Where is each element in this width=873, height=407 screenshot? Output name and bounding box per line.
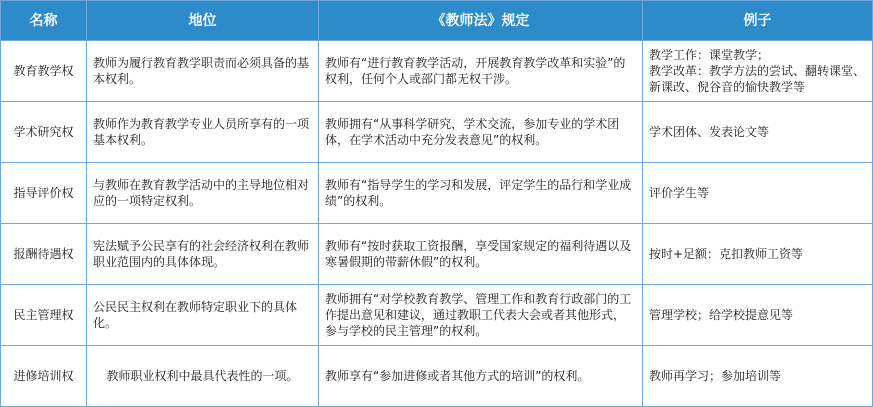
header-law: 《教师法》规定 — [319, 1, 643, 41]
header-status: 地位 — [87, 1, 319, 41]
header-name: 名称 — [1, 1, 87, 41]
table-row — [1, 41, 873, 102]
table-row — [1, 224, 873, 285]
right-law: 教师有“按时获取工资报酬，享受国家规定的福利待遇以及寒暑假期的带薪休假”的权利。 — [319, 224, 643, 285]
right-example: 学术团体、发表论文等 — [643, 102, 873, 163]
table-row — [1, 285, 873, 346]
right-name: 学术研究权 — [1, 102, 87, 163]
right-status: 教师职业权利中最具代表性的一项。 — [87, 346, 319, 407]
right-example: 评价学生等 — [643, 163, 873, 224]
table-row — [1, 163, 873, 224]
right-status: 宪法赋予公民享有的社会经济权利在教师职业范围内的具体体现。 — [87, 224, 319, 285]
right-status: 公民民主权利在教师特定职业下的具体化。 — [87, 285, 319, 346]
example-line: 教学改革：教学方法的尝试、翻转课堂、新课改、倪谷音的愉快教学等 — [649, 64, 866, 94]
header-example: 例子 — [643, 1, 873, 41]
right-example — [643, 41, 873, 102]
example-line: 教学工作：课堂教学； — [649, 48, 770, 62]
right-status: 教师为履行教育教学职责而必须具备的基本权利。 — [87, 41, 319, 102]
right-law: 教师有“进行教育教学活动，开展教育教学改革和实验”的权利，任何个人或部门都无权干涉。 — [319, 41, 643, 102]
header-row — [1, 1, 873, 41]
right-example: 按时+足额：克扣教师工资等 — [643, 224, 873, 285]
right-law: 教师拥有“对学校教育教学、管理工作和教育行政部门的工作提出意见和建议，通过教职工代表大会或者其他形式，参与学校的民主管理”的权利。 — [319, 285, 643, 346]
right-name: 教育教学权 — [1, 41, 87, 102]
table-row — [1, 346, 873, 407]
right-law: 教师有“指导学生的学习和发展，评定学生的品行和学业成绩”的权利。 — [319, 163, 643, 224]
table-row — [1, 102, 873, 163]
right-example: 教师再学习；参加培训等 — [643, 346, 873, 407]
right-example: 管理学校；给学校提意见等 — [643, 285, 873, 346]
right-name: 指导评价权 — [1, 163, 87, 224]
right-status: 与教师在教育教学活动中的主导地位相对应的一项特定权利。 — [87, 163, 319, 224]
right-law: 教师享有“参加进修或者其他方式的培训”的权利。 — [319, 346, 643, 407]
right-name: 报酬待遇权 — [1, 224, 87, 285]
right-law: 教师拥有“从事科学研究，学术交流，参加专业的学术团体，在学术活动中充分发表意见”的权利。 — [319, 102, 643, 163]
right-name: 进修培训权 — [1, 346, 87, 407]
right-status: 教师作为教育教学专业人员所享有的一项基本权利。 — [87, 102, 319, 163]
right-name: 民主管理权 — [1, 285, 87, 346]
